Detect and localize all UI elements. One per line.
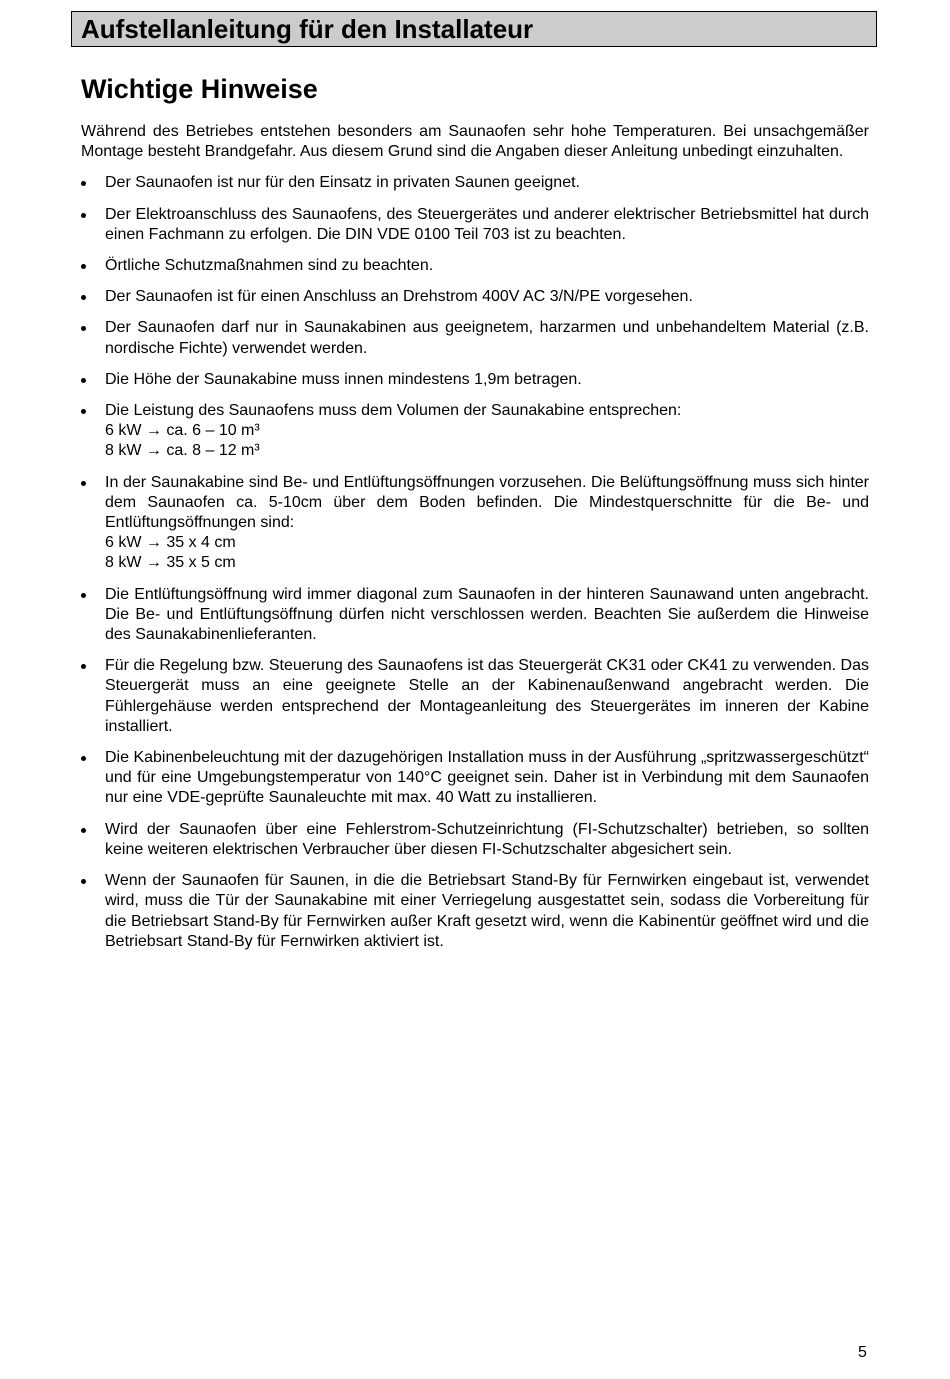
page-number: 5	[858, 1344, 867, 1361]
bullet-icon	[81, 213, 86, 218]
bullet-icon	[81, 664, 86, 669]
list-item	[81, 173, 869, 193]
bullet-icon	[81, 295, 86, 300]
bullet-icon	[81, 481, 86, 486]
bullet-icon	[81, 181, 86, 186]
list-item	[81, 318, 869, 358]
list-item	[81, 287, 869, 307]
list-item-text: Der Saunaofen ist für einen Anschluss an Drehstrom 400V AC 3/N/PE vorgesehen.	[105, 288, 693, 306]
list-item-text: Die Leistung des Saunaofens muss dem Volumen der Saunakabine entsprechen:	[105, 402, 682, 420]
list-item	[81, 370, 869, 390]
power-volume-line: 8 kW → ca. 8 – 12 m³	[105, 442, 260, 460]
bullet-icon	[81, 828, 86, 833]
bullet-icon	[81, 409, 86, 414]
power-volume-line: 6 kW → ca. 6 – 10 m³	[105, 422, 260, 440]
header-bar	[71, 11, 877, 47]
section-title: Wichtige Hinweise	[81, 74, 318, 104]
notes-list	[81, 173, 869, 952]
list-item-text: Wird der Saunaofen über eine Fehlerstrom-Schutzeinrichtung (FI-Schutzschalter) betrieben, so sollten keine weiteren elektrischen Verbraucher über diesen FI-Schutzschalter abgesichert sein.	[105, 820, 869, 858]
list-item-text: Die Entlüftungsöffnung wird immer diagonal zum Saunaofen in der hinteren Saunawand unten angebracht. Die Be- und Entlüftungsöffnung dürfen nicht verschlossen werden. Beachten Sie außerdem die Hinweise des Saunakabinenlieferanten.	[105, 585, 869, 644]
list-item-text: Für die Regelung bzw. Steuerung des Saunaofens ist das Steuergerät CK31 oder CK41 zu verwenden. Das Steuergerät muss an eine geeignete Stelle an der Kabinenaußenwand angebracht werden. Die Fühlergehäuse werden entsprechend der Montageanleitung des Steuergerätes im inneren der Kabine installiert.	[105, 657, 869, 735]
list-item	[81, 585, 869, 646]
bullet-icon	[81, 378, 86, 383]
list-item-text: Der Saunaofen darf nur in Saunakabinen aus geeignetem, harzarmen und unbehandeltem Material (z.B. nordische Fichte) verwendet werden.	[105, 319, 869, 357]
content-area	[81, 122, 869, 963]
list-item-text: Der Saunaofen ist nur für den Einsatz in privaten Saunen geeignet.	[105, 174, 580, 192]
list-item-text: Die Kabinenbeleuchtung mit der dazugehörigen Installation muss in der Ausführung „spritzwassergeschützt“ und für eine Umgebungstemperatur von 140°C geeignet sein. Daher ist in Verbindung mit dem Saunaofen nur eine VDE-geprüfte Saunaleuchte mit max. 40 Watt zu installieren.	[105, 749, 869, 807]
list-item-text: Die Höhe der Saunakabine muss innen mindestens 1,9m betragen.	[105, 370, 582, 388]
list-item	[81, 256, 869, 276]
vent-size-line: 8 kW → 35 x 5 cm	[105, 554, 236, 572]
list-item	[81, 656, 869, 737]
list-item-text: Der Elektroanschluss des Saunaofens, des Steuergerätes und anderer elektrischer Betriebsmittel hat durch einen Fachmann zu erfolgen. Die DIN VDE 0100 Teil 703 ist zu beachten.	[105, 205, 869, 243]
list-item-text: In der Saunakabine sind Be- und Entlüftungsöffnungen vorzusehen. Die Belüftungsöffnung muss sich hinter dem Saunaofen ca. 5-10cm über dem Boden befinden. Die Mindestquerschnitte für die Be- und Entlüftungsöffnungen sind:	[105, 473, 869, 532]
bullet-icon	[81, 879, 86, 884]
bullet-icon	[81, 593, 86, 598]
list-item-text: Wenn der Saunaofen für Saunen, in die die Betriebsart Stand-By für Fernwirken eingebaut ist, verwendet wird, muss die Tür der Saunakabine mit einer Verriegelung ausgestattet sein, sodass die Vorbereitung für die Betriebsart Stand-By für Fernwirken außer Kraft gesetzt wird, wenn die Kabinentür geöffnet wird und die Betriebsart Stand-By für Fernwirken aktiviert ist.	[105, 872, 869, 950]
vent-size-line: 6 kW → 35 x 4 cm	[105, 534, 236, 552]
list-item	[81, 871, 869, 952]
list-item	[81, 205, 869, 245]
list-item-text: Örtliche Schutzmaßnahmen sind zu beachten.	[105, 257, 434, 275]
list-item	[81, 820, 869, 860]
list-item	[81, 748, 869, 809]
intro-paragraph: Während des Betriebes entstehen besonders am Saunaofen sehr hohe Temperaturen. Bei unsachgemäßer Montage besteht Brandgefahr. Aus diesem Grund sind die Angaben dieser Anleitung unbedingt einzuhalten.	[81, 123, 869, 161]
list-item	[81, 401, 869, 462]
bullet-icon	[81, 756, 86, 761]
list-item	[81, 473, 869, 574]
bullet-icon	[81, 326, 86, 331]
document-title: Aufstellanleitung für den Installateur	[81, 14, 534, 44]
bullet-icon	[81, 264, 86, 269]
